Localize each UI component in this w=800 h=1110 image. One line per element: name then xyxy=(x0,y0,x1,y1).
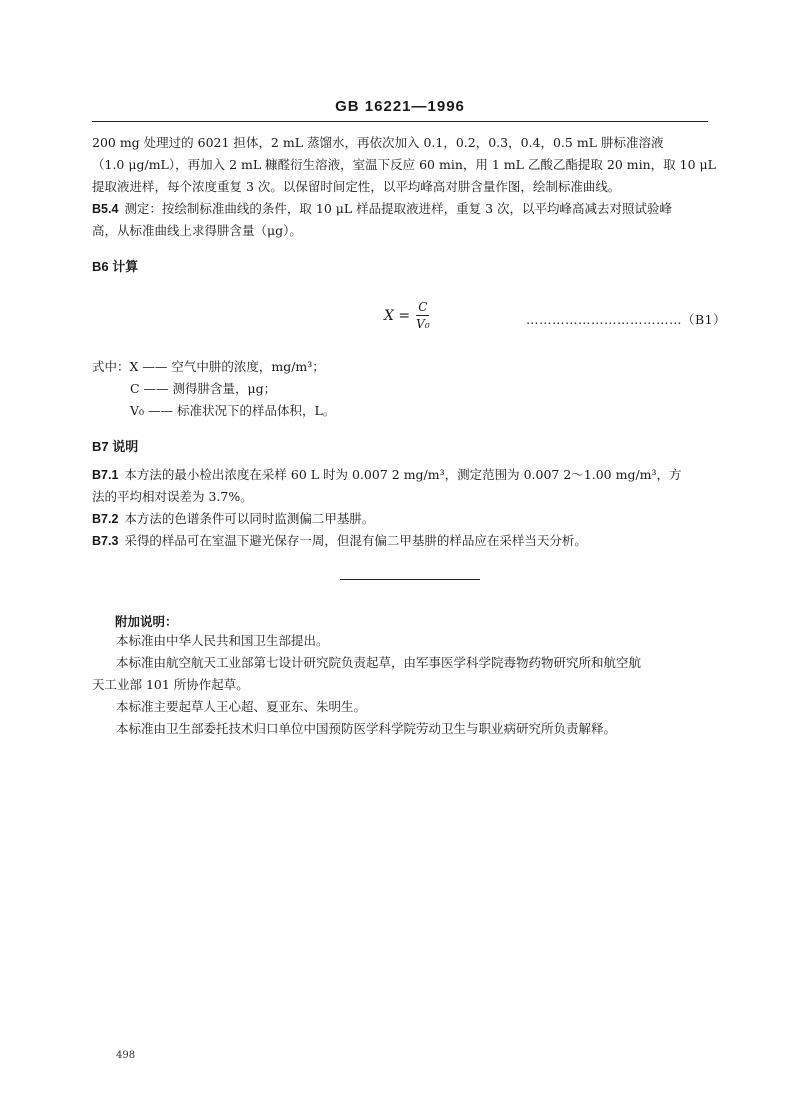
b73-text: 采得的样品可在室温下避光保存一周，但混有偏二甲基肼的样品应在采样当天分析。 xyxy=(124,533,587,548)
header-rule xyxy=(92,121,708,122)
formula-fraction xyxy=(416,300,429,331)
b71-line-2: 法的平均相对误差为 3.7%。 xyxy=(92,489,253,504)
note-item: 本标准由中华人民共和国卫生部提出。 xyxy=(116,633,329,648)
b54-text-1: 测定：按绘制标准曲线的条件，取 10 μL 样品提取液进样，重复 3 次，以平均峰高减去对照试验峰 xyxy=(124,201,673,216)
b53-line-1: 200 mg 处理过的 6021 担体，2 mL 蒸馏水，再依次加入 0.1，0.2，0.3，0.4，0.5 mL 肼标准溶液 xyxy=(92,135,664,150)
b72-line xyxy=(92,508,712,530)
where-c: C —— 测得肼含量，μg； xyxy=(130,381,277,396)
document-header-title: GB 16221—1996 xyxy=(335,98,465,115)
notes-heading: 附加说明： xyxy=(115,615,178,629)
section-b7-body xyxy=(92,464,712,552)
where-x: 式中：X —— 空气中肼的浓度，mg/m³； xyxy=(92,359,325,374)
b54-line-1 xyxy=(92,198,712,220)
b54-label: B5.4 xyxy=(92,202,119,216)
end-of-standard-rule xyxy=(340,579,480,580)
b71-label: B7.1 xyxy=(92,468,119,482)
section-b7-heading: B7 说明 xyxy=(92,439,139,454)
b72-text: 本方法的色谱条件可以同时监测偏二甲基肼。 xyxy=(124,511,375,526)
note-item: 本标准主要起草人王心超、夏亚东、朱明生。 xyxy=(116,699,367,714)
formula-denominator: V₀ xyxy=(416,317,430,331)
b71-text-1: 本方法的最小检出浓度在采样 60 L 时为 0.007 2 mg/m³，测定范围为 0.007 2～1.00 mg/m³，方 xyxy=(124,467,682,482)
b71-line-1 xyxy=(92,464,712,486)
b72-label: B7.2 xyxy=(92,512,119,526)
note-item: 天工业部 101 所协作起草。 xyxy=(92,677,249,692)
notes-body xyxy=(92,630,708,740)
where-v: V₀ —— 标准状况下的样品体积，L。 xyxy=(130,403,336,418)
note-item: 本标准由卫生部委托技术归口单位中国预防医学科学院劳动卫生与职业病研究所负责解释。 xyxy=(116,721,617,736)
b53-line-2: （1.0 μg/mL），再加入 2 mL 糠醛衍生溶液，室温下反应 60 min，用 1 mL 乙酸乙酯提取 20 min，取 10 μL xyxy=(92,157,716,172)
formula-numerator: C xyxy=(418,300,428,314)
formula-b1 xyxy=(384,300,430,331)
page-number: 498 xyxy=(116,1050,136,1061)
b73-line xyxy=(92,530,712,552)
where-definitions xyxy=(92,356,335,422)
b54-line-2: 高，从标准曲线上求得肼含量（μg）。 xyxy=(92,223,302,238)
b73-label: B7.3 xyxy=(92,534,119,548)
section-b5-continuation xyxy=(92,132,716,242)
formula-tag: ………………………………（B1） xyxy=(526,312,727,327)
formula-lhs: X = xyxy=(384,307,411,324)
note-item: 本标准由航空航天工业部第七设计研究院负责起草，由军事医学科学院毒物药物研究所和航空航 xyxy=(116,655,642,670)
section-b6-heading: B6 计算 xyxy=(92,259,139,274)
b53-line-3: 提取液进样，每个浓度重复 3 次。以保留时间定性，以平均峰高对肼含量作图，绘制标准曲线。 xyxy=(92,179,621,194)
